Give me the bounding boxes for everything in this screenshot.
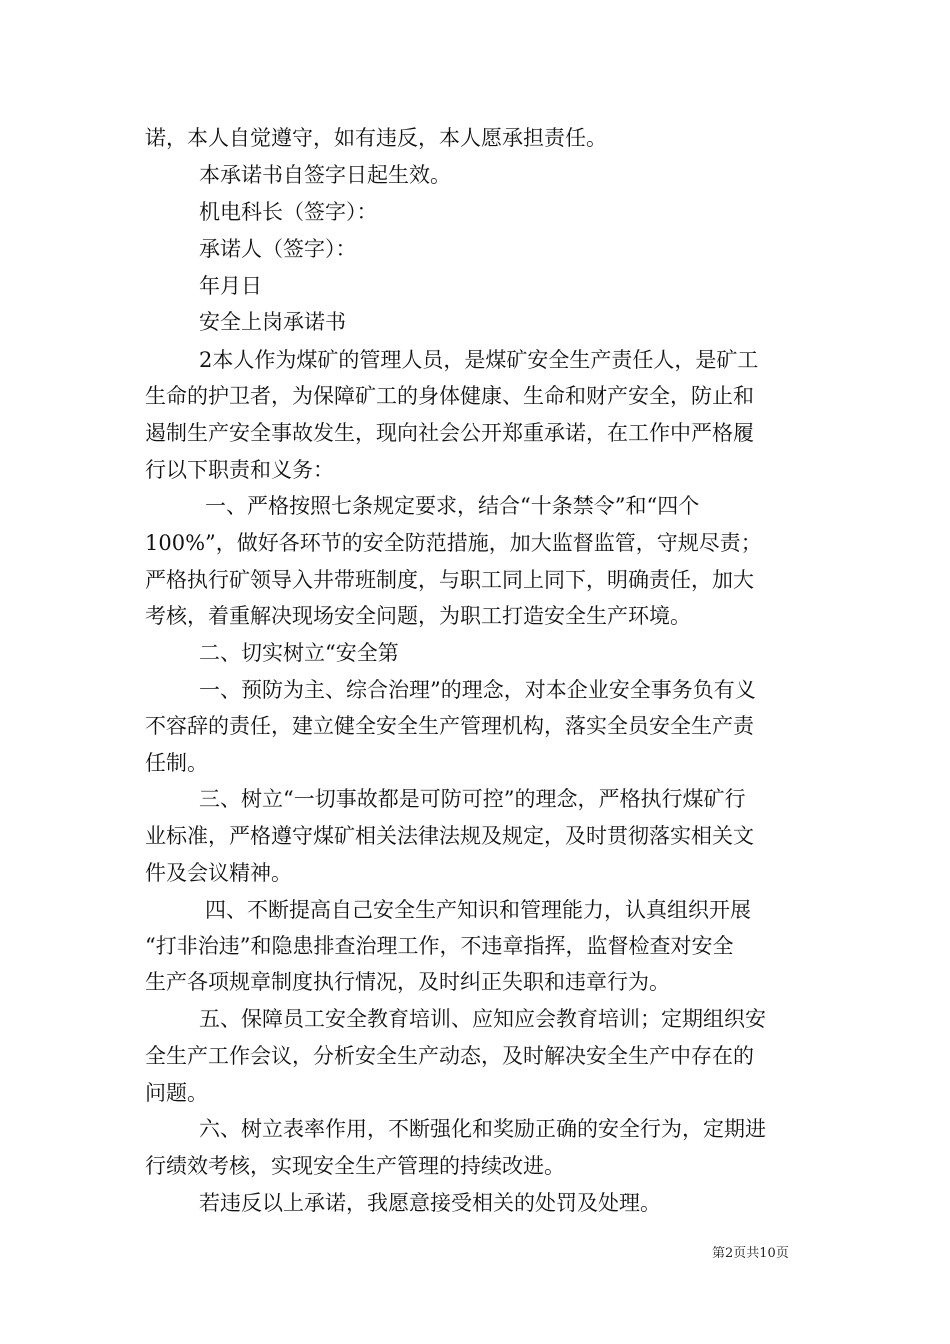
page-number: 第2页共10页 [712, 1246, 789, 1261]
text-line: 全生产工作会议，分析安全生产动态，及时解决安全生产中存在的 [145, 1044, 754, 1068]
text-line: 2本人作为煤矿的管理人员，是煤矿安全生产责任人，是矿工 [199, 348, 759, 372]
text-line: 三、树立“一切事故都是可防可控”的理念，严格执行煤矿行 [199, 787, 746, 811]
text-line: 件及会议精神。 [145, 861, 292, 885]
section-title: 安全上岗承诺书 [199, 310, 346, 334]
text-line: 本承诺书自签字日起生效。 [199, 163, 451, 187]
text-line: 生产各项规章制度执行情况，及时纠正失职和违章行为。 [145, 970, 670, 994]
text-line: 年月日 [199, 274, 262, 298]
text-line: 不容辞的责任，建立健全安全生产管理机构，落实全员安全生产责 [145, 714, 754, 738]
text-line: 行以下职责和义务： [145, 458, 334, 482]
text-line: 机电科长（签字）： [199, 200, 378, 224]
text-line: 五、保障员工安全教育培训、应知应会教育培训；定期组织安 [199, 1007, 766, 1031]
text-line: 一、严格按照七条规定要求，结合“十条禁令”和“四个 [205, 494, 700, 518]
text-line: 若违反以上承诺，我愿意接受相关的处罚及处理。 [199, 1191, 661, 1215]
text-line: 生命的护卫者，为保障矿工的身体健康、生命和财产安全，防止和 [145, 384, 754, 408]
text-line: “打非治违”和隐患排查治理工作，不违章指挥，监督检查对安全 [145, 934, 734, 958]
text-line: 二、切实树立“安全第 [199, 641, 399, 665]
text-line: 100%”，做好各环节的安全防范措施，加大监督监管，守规尽责； [145, 531, 762, 555]
text-line: 业标准，严格遵守煤矿相关法律法规及规定，及时贯彻落实相关文 [145, 824, 754, 848]
text-line: 行绩效考核，实现安全生产管理的持续改进。 [145, 1154, 565, 1178]
text-line: 严格执行矿领导入井带班制度，与职工同上同下，明确责任，加大 [145, 568, 754, 592]
text-line: 承诺人（签字）： [199, 237, 357, 261]
text-line: 任制。 [145, 751, 208, 775]
text-line: 问题。 [145, 1081, 208, 1105]
text-line: 考核，着重解决现场安全问题，为职工打造安全生产环境。 [145, 604, 691, 628]
text-line: 遏制生产安全事故发生，现向社会公开郑重承诺，在工作中严格履 [145, 421, 754, 445]
text-line: 一、预防为主、综合治理”的理念，对本企业安全事务负有义 [199, 678, 756, 702]
text-line: 六、树立表率作用，不断强化和奖励正确的安全行为，定期进 [199, 1117, 766, 1141]
text-line: 诺，本人自觉遵守，如有违反，本人愿承担责任。 [145, 126, 607, 150]
text-line: 四、不断提高自己安全生产知识和管理能力，认真组织开展 [205, 898, 751, 922]
